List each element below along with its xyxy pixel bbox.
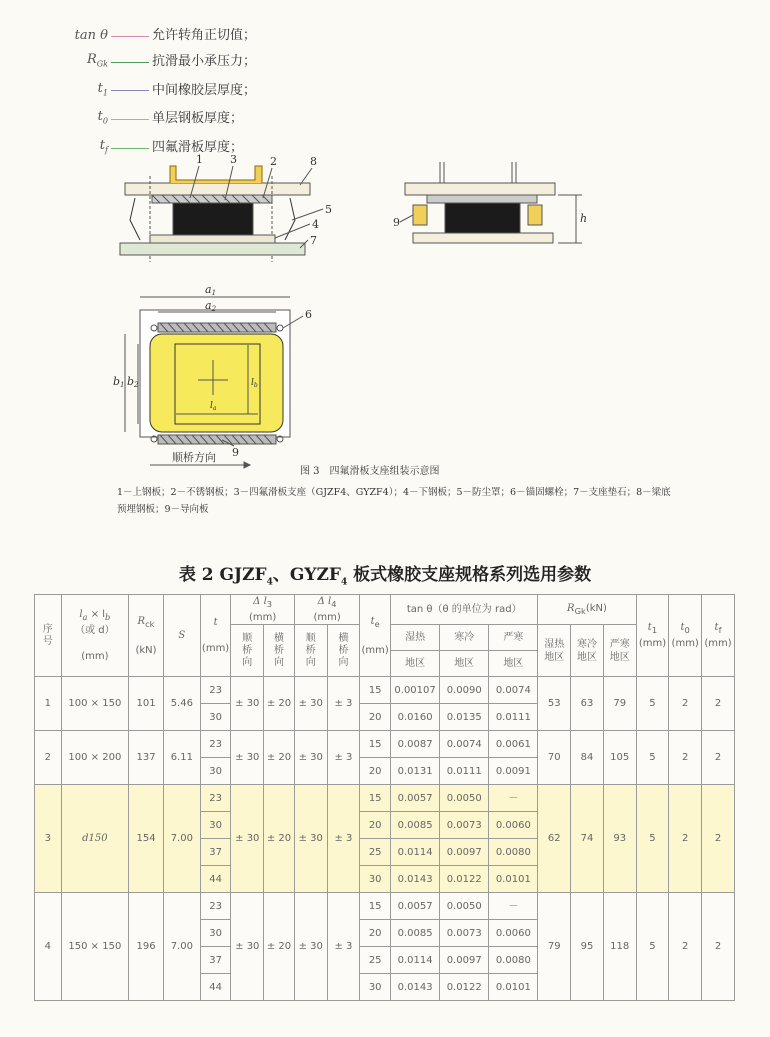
rubber-bearing <box>173 203 253 235</box>
hdr-dl3: Δ $l_3$ (mm) <box>231 595 294 625</box>
label-lb: l <box>251 378 254 388</box>
header-row-1 <box>35 595 735 625</box>
table-cell: 5 <box>636 677 669 731</box>
table-cell: 0.0111 <box>440 758 489 785</box>
label-b1: b <box>113 375 121 388</box>
table-cell: 0.0085 <box>391 812 440 839</box>
svg-text:b2: b2 <box>127 375 139 389</box>
table-cell: 0.0131 <box>391 758 440 785</box>
table-cell: 70 <box>538 731 571 785</box>
table-cell: 37 <box>200 947 231 974</box>
table-cell: 0.0135 <box>440 704 489 731</box>
table-cell: 5 <box>636 893 669 1001</box>
hdr-t1: $t_1$ (mm) <box>636 595 669 677</box>
table-cell: 23 <box>200 785 231 812</box>
label-1: 1 <box>196 153 203 166</box>
legend-item: $t_0$ 单层钢板厚度； <box>97 109 244 127</box>
table-cell: 101 <box>129 677 164 731</box>
table-cell: 53 <box>538 677 571 731</box>
legend-item: $t_1$ 中间橡胶层厚度； <box>97 80 257 98</box>
table-cell: 2 <box>702 893 735 1001</box>
table-cell: 6.11 <box>163 731 200 785</box>
table-cell: 2 <box>35 731 62 785</box>
table-cell: － <box>489 785 538 812</box>
table-cell: 0.0111 <box>489 704 538 731</box>
table-cell: 7.00 <box>163 893 200 1001</box>
spec-table <box>34 594 735 1001</box>
legend-dash <box>111 36 149 37</box>
table-cell: 0.0080 <box>489 947 538 974</box>
table-cell: 0.0057 <box>391 893 440 920</box>
table-cell: ± 20 <box>264 677 295 731</box>
table-cell: 79 <box>538 893 571 1001</box>
table-cell: 0.0122 <box>440 974 489 1001</box>
hdr-t0: $t_0$ (mm) <box>669 595 702 677</box>
table-cell: ± 20 <box>264 731 295 785</box>
table-cell: ± 30 <box>294 893 327 1001</box>
table-cell: 100 × 150 <box>61 677 129 731</box>
hdr-dl4: Δ $l_4$ (mm) <box>294 595 359 625</box>
label-h: h <box>580 212 588 225</box>
label-7: 7 <box>310 234 317 247</box>
table-cell: 2 <box>702 785 735 893</box>
label-a2: a <box>205 299 212 312</box>
table-cell: 0.0050 <box>440 785 489 812</box>
label-8: 8 <box>310 155 317 168</box>
table-cell: 地区 <box>391 651 440 677</box>
table-cell: 20 <box>360 920 391 947</box>
embedded-steel-plate <box>170 166 262 183</box>
table-cell: 0.0160 <box>391 704 440 731</box>
svg-text:a1: a1 <box>205 283 217 297</box>
table-cell: 30 <box>200 920 231 947</box>
cushion-stone <box>120 243 305 255</box>
table-cell: 地区 <box>440 651 489 677</box>
table-cell: 湿热 地区 <box>538 625 571 677</box>
table-cell: 62 <box>538 785 571 893</box>
table-cell: 3 <box>35 785 62 893</box>
table-cell: 23 <box>200 893 231 920</box>
table-cell: 5 <box>636 785 669 893</box>
table-cell: 20 <box>360 704 391 731</box>
table-cell: 93 <box>603 785 636 893</box>
table-cell: 15 <box>360 893 391 920</box>
table-cell: 4 <box>35 893 62 1001</box>
table-cell: ± 20 <box>264 893 295 1001</box>
table-cell: ± 3 <box>327 731 360 785</box>
table-cell: 0.0101 <box>489 974 538 1001</box>
table-cell: － <box>489 893 538 920</box>
table-cell: 寒冷 地区 <box>571 625 604 677</box>
table-cell: ± 30 <box>231 677 264 731</box>
label-6: 6 <box>305 308 312 321</box>
table-cell: ± 3 <box>327 893 360 1001</box>
table-cell: 23 <box>200 677 231 704</box>
hdr-size: $l_a \times l_b$ （或 d） (mm) <box>61 595 129 677</box>
table-cell: 20 <box>360 812 391 839</box>
table-cell: 30 <box>360 866 391 893</box>
table-cell: 100 × 200 <box>61 731 129 785</box>
table-cell: 0.0074 <box>489 677 538 704</box>
top-plate <box>125 183 310 195</box>
table-cell: 0.0114 <box>391 839 440 866</box>
table-cell: 30 <box>360 974 391 1001</box>
table-title: 表 2 $GJZF_4$、$GYZF_4$ 板式橡胶支座规格系列选用参数 <box>178 565 592 588</box>
table-cell: d150 <box>61 785 129 893</box>
table-cell: 74 <box>571 785 604 893</box>
table-cell: 0.0122 <box>440 866 489 893</box>
table-cell: 横桥向 <box>264 625 295 677</box>
label-9-plan: 9 <box>232 446 239 459</box>
table-cell: 20 <box>360 758 391 785</box>
table-cell: 84 <box>571 731 604 785</box>
legend-dash <box>111 62 149 63</box>
bottom-plate <box>150 235 275 243</box>
table-cell: 0.0073 <box>440 920 489 947</box>
table-cell: 顺桥向 <box>231 625 264 677</box>
table-cell: 154 <box>129 785 164 893</box>
table-cell: 150 × 150 <box>61 893 129 1001</box>
table-cell: 湿热 <box>391 625 440 651</box>
svg-text:la: $l_a$ <box>210 401 217 412</box>
figure-notes: 1－上钢板；2－不锈钢板；3－四氟滑板支座（GJZF4、GYZF4）；4－下钢板；5－防尘罩；6－锚固螺栓；7－支座垫石；8－梁底预埋钢板；9－导向板 <box>117 487 671 515</box>
table-cell: 0.0101 <box>489 866 538 893</box>
table-cell: 0.0097 <box>440 947 489 974</box>
legend-item: $t_f$ 四氟滑板厚度； <box>99 137 244 156</box>
table-cell: 2 <box>669 893 702 1001</box>
table-cell: 2 <box>702 731 735 785</box>
table-cell: 0.0060 <box>489 812 538 839</box>
table-cell: 30 <box>200 704 231 731</box>
table-cell: 2 <box>702 677 735 731</box>
table-row <box>35 893 735 920</box>
table-cell: ± 3 <box>327 785 360 893</box>
table-cell: 25 <box>360 839 391 866</box>
table-cell: 37 <box>200 839 231 866</box>
table-cell: 15 <box>360 785 391 812</box>
table-cell: 63 <box>571 677 604 731</box>
table-cell: 95 <box>571 893 604 1001</box>
table-cell: ± 3 <box>327 677 360 731</box>
svg-text:a2: a2 <box>205 299 217 313</box>
table-cell: 44 <box>200 866 231 893</box>
hdr-tan: tan θ（θ 的单位为 rad） <box>391 595 538 625</box>
table-cell: 寒冷 <box>440 625 489 651</box>
table-cell: 2 <box>669 785 702 893</box>
label-la: l <box>210 401 213 411</box>
table-cell: ± 30 <box>294 785 327 893</box>
table-cell: 7.00 <box>163 785 200 893</box>
hdr-t: t (mm) <box>200 595 231 677</box>
table-cell: ± 30 <box>231 785 264 893</box>
table-cell: 0.0143 <box>391 866 440 893</box>
legend-dash <box>111 119 149 120</box>
table-cell: 30 <box>200 758 231 785</box>
table-cell: 0.0114 <box>391 947 440 974</box>
label-a1: a <box>205 283 212 296</box>
table-cell: 0.0073 <box>440 812 489 839</box>
table-cell: 0.0090 <box>440 677 489 704</box>
table-cell: ± 30 <box>231 893 264 1001</box>
table-cell: 0.00107 <box>391 677 440 704</box>
table-cell: 0.0143 <box>391 974 440 1001</box>
table-cell: 顺桥向 <box>294 625 327 677</box>
table-cell: 0.0097 <box>440 839 489 866</box>
label-b2: b <box>127 375 135 388</box>
table-cell: 0.0091 <box>489 758 538 785</box>
table-cell: 0.0087 <box>391 731 440 758</box>
hdr-rck: $R_{ck}$ (kN) <box>129 595 164 677</box>
hdr-tf: $t_f$ (mm) <box>702 595 735 677</box>
label-9-elev: 9 <box>393 216 400 229</box>
table-cell: 0.0050 <box>440 893 489 920</box>
symbol-legend <box>20 24 256 162</box>
table-cell: 196 <box>129 893 164 1001</box>
table-cell: 15 <box>360 731 391 758</box>
svg-text:b1: b1 <box>113 375 125 389</box>
table-cell: 5 <box>636 731 669 785</box>
legend-dash <box>111 90 149 91</box>
table-cell: 5.46 <box>163 677 200 731</box>
table-cell: 2 <box>669 677 702 731</box>
table-cell: 0.0085 <box>391 920 440 947</box>
label-4: 4 <box>312 218 319 231</box>
table-cell: 严寒 地区 <box>603 625 636 677</box>
label-3: 3 <box>230 153 237 166</box>
legend-dash <box>111 148 149 149</box>
table-cell: 118 <box>603 893 636 1001</box>
table-cell: 0.0080 <box>489 839 538 866</box>
hdr-te: $t_e$ (mm) <box>360 595 391 677</box>
hdr-rgk: $R_{Gk}(kN)$ <box>538 595 636 625</box>
table-cell: 0.0060 <box>489 920 538 947</box>
table-cell: ± 20 <box>264 785 295 893</box>
table-cell: 2 <box>669 731 702 785</box>
table-cell: ± 30 <box>294 731 327 785</box>
table-cell: 严寒 <box>489 625 538 651</box>
table-cell: 0.0074 <box>440 731 489 758</box>
table-cell: 44 <box>200 974 231 1001</box>
table-cell: 23 <box>200 731 231 758</box>
ptfe-plate <box>152 195 272 203</box>
table-cell: 105 <box>603 731 636 785</box>
table-cell: 1 <box>35 677 62 731</box>
table-cell: 15 <box>360 677 391 704</box>
label-5: 5 <box>325 203 332 216</box>
direction-label: 顺桥方向 <box>172 451 216 464</box>
figure-caption: 图 3 四氟滑板支座组装示意图 <box>300 466 440 477</box>
table-cell: 横桥向 <box>327 625 360 677</box>
table-cell: 0.0061 <box>489 731 538 758</box>
table-cell: 25 <box>360 947 391 974</box>
hdr-s: S <box>163 595 200 677</box>
table-cell: 137 <box>129 731 164 785</box>
table-row <box>35 677 735 704</box>
hdr-seq: 序号 <box>35 595 62 677</box>
table-row <box>35 785 735 812</box>
legend-item: tan θ 允许转角正切值； <box>74 28 257 43</box>
table-cell: 0.0057 <box>391 785 440 812</box>
table-row <box>35 731 735 758</box>
table-cell: 79 <box>603 677 636 731</box>
table-cell: ± 30 <box>294 677 327 731</box>
label-2: 2 <box>270 155 277 168</box>
table-cell: 30 <box>200 812 231 839</box>
legend-item: $R_{Gk}$ 抗滑最小承压力； <box>86 52 257 70</box>
table-cell: 地区 <box>489 651 538 677</box>
table-cell: ± 30 <box>231 731 264 785</box>
svg-text:lb: $l_b$ <box>251 378 258 389</box>
